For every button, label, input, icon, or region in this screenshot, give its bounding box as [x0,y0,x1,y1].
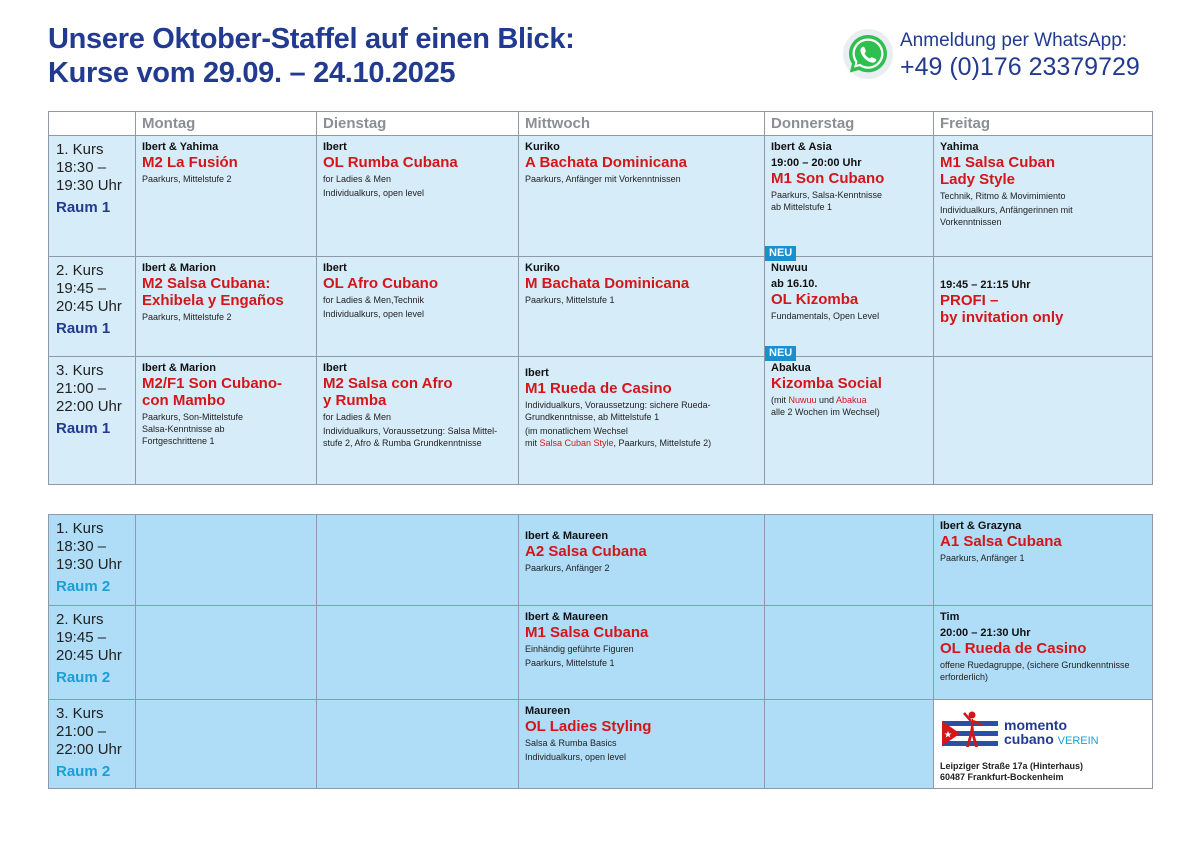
course-cell-empty [934,357,1153,485]
course-time: 20:00 – 21:30 Uhr [940,627,1031,639]
course-cell-empty [136,700,317,789]
course-detail: Fundamentals, Open Level [771,311,880,321]
instructor: Kuriko [525,141,560,153]
address-line-1: Leipziger Straße 17a (Hinterhaus) [940,761,1084,771]
course-cell-empty [765,700,934,789]
course-detail: mit Salsa Cuban Style, Paarkurs, Mittelstufe 2) [525,438,712,448]
course-cell-empty [317,515,519,606]
course-cell[interactable] [519,606,765,700]
instructor: Ibert [323,262,347,274]
slot-label: 3. Kurs [56,362,104,379]
course-cell[interactable] [136,357,317,485]
room-label: Raum 2 [56,578,111,595]
header-day-donnerstag: Donnerstag [765,112,934,136]
course-detail: Salsa-Kenntnisse ab [142,424,225,434]
schedule-table-raum1 [48,111,1153,485]
title-line-1: Unsere Oktober-Staffel auf einen Blick: [48,23,575,55]
course-name: A Bachata Dominicana [525,154,687,171]
table-row [49,700,1153,789]
course-time: 19:00 – 20:00 Uhr [771,157,862,169]
momento-cubano-logo [940,709,1146,757]
instructor: Ibert & Grazyna [940,520,1022,532]
room-label: Raum 1 [56,320,111,337]
course-cell[interactable] [317,257,519,357]
course-cell-empty [765,606,934,700]
slot-time-end: 19:30 Uhr [56,177,122,194]
course-name: M Bachata Dominicana [525,275,690,292]
course-cell[interactable] [519,357,765,485]
instructor: Tim [940,611,960,623]
course-cell[interactable] [519,515,765,606]
slot-label: 3. Kurs [56,705,104,722]
slot-time-start: 21:00 – [56,380,107,397]
course-cell[interactable] [519,136,765,257]
header-row [49,112,1153,136]
slot-time-end: 22:00 Uhr [56,398,122,415]
course-name: M2/F1 Son Cubano- [142,375,282,392]
header-day-freitag: Freitag [934,112,1153,136]
course-time: ab 16.10. [771,278,818,290]
course-cell[interactable] [934,257,1153,357]
slot-cell [49,136,136,257]
course-detail: Fortgeschrittene 1 [142,436,215,446]
course-detail: Paarkurs, Anfänger 2 [525,563,610,573]
course-name: OL Ladies Styling [525,718,652,735]
room-label: Raum 2 [56,763,111,780]
instructor: Ibert & Asia [771,141,832,153]
slot-time-end: 19:30 Uhr [56,556,122,573]
neu-badge: NEU [765,346,796,361]
course-name: by invitation only [940,309,1064,326]
slot-time-start: 19:45 – [56,629,107,646]
course-detail: (mit Nuwuu und Abakua [771,395,867,405]
course-name: con Mambo [142,392,226,409]
instructor: Ibert & Marion [142,262,216,274]
course-detail: Paarkurs, Mittelstufe 2 [142,312,232,322]
course-cell[interactable] [136,136,317,257]
course-cell-empty [136,606,317,700]
course-cell-empty [765,515,934,606]
cuban-flag-dancer-icon [940,709,1002,757]
course-detail: Paarkurs, Son-Mittelstufe [142,412,244,422]
slot-cell [49,700,136,789]
instructor: Maureen [525,705,571,717]
course-name: M1 Salsa Cuban [940,154,1056,171]
table-row [49,257,1153,357]
room-label: Raum 1 [56,199,111,216]
table-row [49,136,1153,257]
course-detail: stufe 2, Afro & Rumba Grundkenntnisse [323,438,482,448]
slot-time-end: 20:45 Uhr [56,647,122,664]
neu-badge: NEU [765,246,796,261]
course-cell[interactable] [317,136,519,257]
course-name: OL Rumba Cubana [323,154,458,171]
slot-cell [49,257,136,357]
course-detail: Individualkurs, open level [525,752,627,762]
instructor: Ibert & Maureen [525,611,609,623]
course-cell[interactable] [317,357,519,485]
course-name: Exhibela y Engaños [142,292,284,309]
course-name: Kizomba Social [771,375,882,392]
course-cell[interactable] [136,257,317,357]
room-label: Raum 1 [56,420,111,437]
course-cell[interactable] [934,136,1153,257]
course-detail: for Ladies & Men,Technik [323,295,425,305]
course-name: M2 La Fusión [142,154,238,171]
logo-subname: cubano VEREIN [1004,731,1099,747]
slot-label: 2. Kurs [56,262,104,279]
address-line-2: 60487 Frankfurt-Bockenheim [940,772,1064,782]
whatsapp-phone[interactable]: +49 (0)176 23379729 [900,53,1140,81]
course-detail: (im monatlichem Wechsel [525,426,628,436]
course-name: Lady Style [940,171,1016,188]
course-name: PROFI – [940,292,999,309]
slot-time-start: 19:45 – [56,280,107,297]
course-detail: ab Mittelstufe 1 [771,202,833,212]
course-detail: Paarkurs, Mittelstufe 1 [525,295,615,305]
slot-label: 1. Kurs [56,141,104,158]
instructor: Ibert [323,362,347,374]
table-row [49,357,1153,485]
table-row [49,606,1153,700]
whatsapp-label: Anmeldung per WhatsApp: [900,30,1128,51]
course-detail: Individualkurs, open level [323,309,425,319]
instructor: Nuwuu [771,262,808,274]
course-name: OL Kizomba [771,291,859,308]
course-cell[interactable] [519,700,765,789]
table-row [49,515,1153,606]
course-name: M1 Son Cubano [771,170,885,187]
course-name: A2 Salsa Cubana [525,543,647,560]
course-cell[interactable] [934,606,1153,700]
course-detail: for Ladies & Men [323,412,392,422]
instructor: Ibert & Maureen [525,530,609,542]
course-cell[interactable] [519,257,765,357]
slot-cell [49,606,136,700]
course-time: 19:45 – 21:15 Uhr [940,279,1031,291]
course-detail: Einhändig geführte Figuren [525,644,634,654]
course-detail: Individualkurs, Voraussetzung: sichere Rueda- [525,400,711,410]
course-detail: Individualkurs, open level [323,188,425,198]
course-name: M1 Rueda de Casino [525,380,672,397]
course-detail: Paarkurs, Anfänger mit Vorkenntnissen [525,174,681,184]
logo-cell [934,700,1153,789]
slot-cell [49,515,136,606]
course-name: y Rumba [323,392,387,409]
slot-time-end: 20:45 Uhr [56,298,122,315]
slot-time-start: 21:00 – [56,723,107,740]
header-day-dienstag: Dienstag [317,112,519,136]
course-name: M1 Salsa Cubana [525,624,649,641]
course-cell[interactable] [765,247,934,357]
course-cell-empty [317,606,519,700]
schedule-table-raum2 [48,514,1153,789]
course-detail: Paarkurs, Salsa-Kenntnisse [771,190,883,200]
course-detail: for Ladies & Men [323,174,392,184]
room-label: Raum 2 [56,669,111,686]
course-name: M2 Salsa Cubana: [142,275,271,292]
slot-label: 1. Kurs [56,520,104,537]
course-cell[interactable] [765,347,934,485]
course-cell[interactable] [934,515,1153,606]
course-detail: Salsa & Rumba Basics [525,738,617,748]
course-detail: Vorkenntnissen [940,217,1002,227]
course-detail: Individualkurs, Voraussetzung: Salsa Mittel- [323,426,498,436]
course-detail: erforderlich) [940,672,989,682]
course-cell[interactable] [765,136,934,257]
slot-time-end: 22:00 Uhr [56,741,122,758]
course-cell-empty [136,515,317,606]
course-cell-empty [317,700,519,789]
instructor: Ibert [525,367,549,379]
header-empty [49,112,136,136]
course-name: M2 Salsa con Afro [323,375,453,392]
course-name: A1 Salsa Cubana [940,533,1062,550]
course-detail: Individualkurs, Anfängerinnen mit [940,205,1073,215]
whatsapp-icon [842,28,894,80]
slot-time-start: 18:30 – [56,538,107,555]
whatsapp-contact [900,30,1140,82]
instructor: Kuriko [525,262,560,274]
slot-cell [49,357,136,485]
course-name: OL Afro Cubano [323,275,438,292]
course-detail: Technik, Ritmo & Movimimiento [940,191,1066,201]
course-detail: Paarkurs, Anfänger 1 [940,553,1025,563]
course-name: OL Rueda de Casino [940,640,1087,657]
instructor: Abakua [771,362,811,374]
instructor: Ibert [323,141,347,153]
course-detail: Grundkenntnisse, ab Mittelstufe 1 [525,412,660,422]
slot-time-start: 18:30 – [56,159,107,176]
course-detail: offene Ruedagruppe, (sichere Grundkenntnisse [940,660,1130,670]
instructor: Yahima [940,141,979,153]
header-day-montag: Montag [136,112,317,136]
header-day-mittwoch: Mittwoch [519,112,765,136]
slot-label: 2. Kurs [56,611,104,628]
page-title [48,22,575,90]
course-detail: Paarkurs, Mittelstufe 1 [525,658,615,668]
title-line-2: Kurse vom 29.09. – 24.10.2025 [48,57,456,89]
course-detail: Paarkurs, Mittelstufe 2 [142,174,232,184]
logo-name: momento [1004,717,1067,733]
instructor: Ibert & Yahima [142,141,219,153]
course-detail: alle 2 Wochen im Wechsel) [771,407,880,417]
instructor: Ibert & Marion [142,362,216,374]
